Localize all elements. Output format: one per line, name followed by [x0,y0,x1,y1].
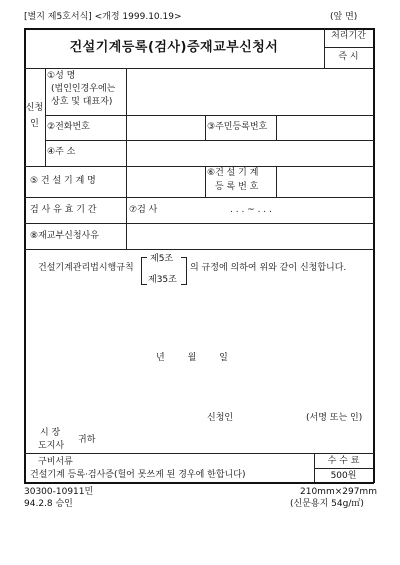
required-documents-item: 건설기계 등록·검사증(헐어 못쓰게 된 경우에 한합니다) [30,470,246,480]
form-number: [별지 제5호서식] <개정 1999.10.19> [24,12,182,22]
inspection-label: ⑦검 사 [129,205,158,215]
name-note: (법인인경우에는 [51,84,116,94]
right-bracket [181,257,187,285]
applicant-signature-label: 신청인 [207,413,234,423]
processing-period-value: 즉 시 [338,52,359,62]
divider [24,249,374,250]
front-side-label: (앞 면) [330,12,358,22]
machine-name-label: ⑤ 건 설 기 계 명 [30,176,96,186]
fee-value: 500원 [330,471,357,481]
divider [24,453,374,454]
left-bracket [141,257,147,285]
divider [45,68,46,166]
recipient-suffix: 귀하 [78,435,96,445]
divider [276,115,277,140]
registration-number-label-2: 등 록 번 호 [215,182,259,192]
recipient-mayor: 시 장 [40,428,61,438]
divider [205,115,206,140]
form-approval-date: 94.2.8 승인 [24,499,73,509]
name-label: ①성 명 [47,71,76,81]
name-note-2: 상호 및 대표자) [51,97,113,107]
form-bottom-border [24,482,374,484]
inspection-period-label: 검 사 유 효 기 간 [30,205,97,215]
applicant-section-label-2: 인 [30,119,39,129]
clause-article-5: 제5조 [150,254,174,264]
divider [24,166,374,167]
paper-size: 210mm×297mm [300,487,377,497]
divider [205,166,206,197]
address-label: ④주 소 [47,147,76,157]
clause-article-35: 제35조 [148,275,177,285]
inspection-dates[interactable]: . . . ~ . . . [230,205,272,215]
divider [126,223,127,249]
form-title: 건설기계등록(검사)증재교부신청서 [69,40,279,55]
divider [24,197,374,198]
registration-number-label: ⑥건 설 기 계 [207,168,259,178]
form-approval-number: 30300-10911민 [24,487,94,497]
divider [126,68,127,166]
date-line[interactable]: 년 월 일 [156,353,228,363]
divider [126,197,127,223]
divider [45,140,374,141]
rrn-label: ③주민등록번호 [207,122,268,132]
fee-label: 수 수 료 [327,456,360,466]
law-text: 건설기계관리법시행규칙 [38,263,134,273]
divider [324,47,373,48]
recipient-governor: 도지사 [38,441,65,451]
paper-type: (신문용지 54g/㎡) [290,499,364,509]
divider [314,468,373,469]
divider [45,115,374,116]
sign-or-seal-note: (서명 또는 인) [306,413,363,423]
divider [24,223,374,224]
divider [126,166,127,197]
statement-tail: 의 규정에 의하여 위와 같이 신청합니다. [190,263,347,273]
divider [24,68,374,69]
form-top-border [24,28,374,30]
divider [276,166,277,197]
applicant-section-label: 신청 [25,103,44,113]
phone-label: ②전화번호 [47,122,90,132]
reissue-reason-label: ⑧재교부신청사유 [30,231,99,241]
form-right-border [373,28,375,483]
form-left-border [24,28,26,483]
required-documents-label: 구비서류 [38,457,73,467]
processing-period-label: 처리기간 [331,31,366,41]
